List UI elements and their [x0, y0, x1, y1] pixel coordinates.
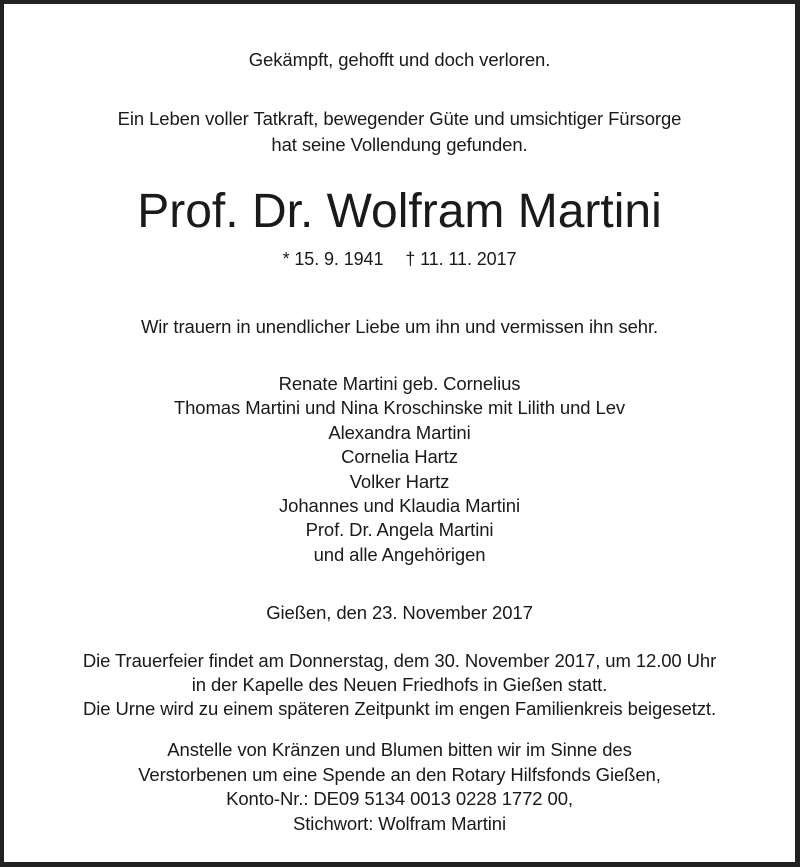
mourner: Johannes und Klaudia Martini — [279, 495, 520, 516]
life-dates — [4, 247, 795, 271]
motto: Gekämpft, gehofft und doch verloren. — [248, 49, 551, 70]
place-date: Gießen, den 23. November 2017 — [266, 602, 533, 623]
mourner: und alle Angehörigen — [313, 544, 486, 565]
tribute-line-1: Ein Leben voller Tatkraft, bewegender Güte und umsichtiger Fürsorge — [117, 108, 682, 129]
funeral-line-1: Die Trauerfeier findet am Donnerstag, dem 30. November 2017, um 12.00 Uhr — [82, 650, 717, 671]
mourner: Renate Martini geb. Cornelius — [278, 373, 521, 394]
tribute-line-2: hat seine Vollendung gefunden. — [271, 134, 528, 155]
mourner: Alexandra Martini — [328, 422, 471, 443]
funeral-line-2: in der Kapelle des Neuen Friedhofs in Gießen statt. — [191, 674, 608, 695]
death-date: † 11. 11. 2017 — [405, 249, 517, 269]
mourner: Volker Hartz — [349, 471, 450, 492]
funeral-line-3: Die Urne wird zu einem späteren Zeitpunkt im engen Familienkreis beigesetzt. — [83, 698, 716, 719]
birth-date: * 15. 9. 1941 — [282, 249, 384, 269]
donation-keyword: Stichwort: Wolfram Martini — [293, 813, 506, 834]
donation-line-2: Verstorbenen um eine Spende an den Rotary Hilfsfonds Gießen, — [138, 764, 661, 785]
donation-account: Konto-Nr.: DE09 5134 0013 0228 1772 00, — [226, 788, 573, 809]
deceased-name: Prof. Dr. Wolfram Martini — [137, 185, 662, 238]
donation-line-1: Anstelle von Kränzen und Blumen bitten wir im Sinne des — [167, 739, 632, 760]
mourning-statement: Wir trauern in unendlicher Liebe um ihn und vermissen ihn sehr. — [140, 316, 659, 337]
mourner: Thomas Martini und Nina Kroschinske mit Lilith und Lev — [173, 397, 626, 418]
mourner: Cornelia Hartz — [341, 446, 458, 467]
mourner: Prof. Dr. Angela Martini — [305, 519, 494, 540]
